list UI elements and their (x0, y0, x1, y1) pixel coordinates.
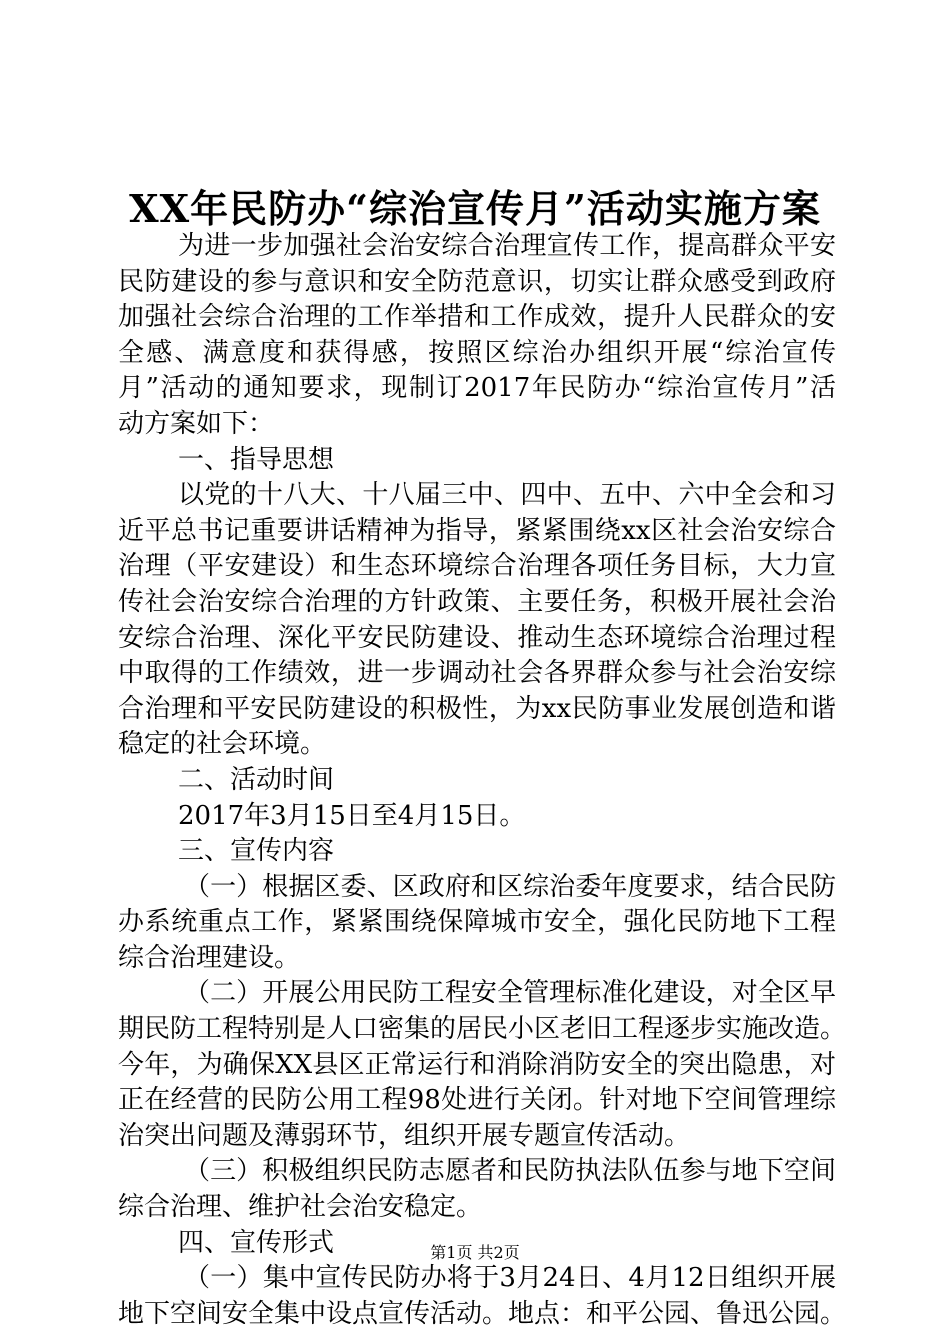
paragraph-line: 安综合治理、深化平安民防建设、推动生态环境综合治理过程 (118, 622, 836, 653)
paragraph-line: 治突出问题及薄弱环节，组织开展专题宣传活动。 (118, 1120, 691, 1151)
paragraph-line: 期民防工程特别是人口密集的居民小区老旧工程逐步实施改造。 (118, 1014, 847, 1045)
paragraph-line: 月”活动的通知要求，现制订2017年民防办“综治宣传月”活 (118, 373, 836, 404)
paragraph-line: 正在经营的民防公用工程98处进行关闭。针对地下空间管理综 (118, 1085, 836, 1116)
paragraph-line: （一）集中宣传民防办将于3月24日、4月12日组织开展 (184, 1263, 836, 1294)
paragraph-line: 综合治理、维护社会治安稳定。 (118, 1192, 483, 1223)
paragraph-line: 地下空间安全集中设点宣传活动。地点：和平公园、鲁迅公园。 (118, 1298, 847, 1329)
paragraph-line: 近平总书记重要讲话精神为指导，紧紧围绕xx区社会治安综合 (118, 515, 836, 546)
paragraph-line: 中取得的工作绩效，进一步调动社会各界群众参与社会治安综 (118, 658, 836, 689)
paragraph-line: 以党的十八大、十八届三中、四中、五中、六中全会和习 (178, 480, 836, 511)
paragraph-line: 民防建设的参与意识和安全防范意识，切实让群众感受到政府 (118, 266, 836, 297)
paragraph-line: 传社会治安综合治理的方针政策、主要任务，积极开展社会治 (118, 586, 836, 617)
paragraph-line: 今年，为确保XX县区正常运行和消除消防安全的突出隐患，对 (118, 1049, 836, 1080)
paragraph-line: （一）根据区委、区政府和区综治委年度要求，结合民防 (184, 871, 836, 902)
paragraph-line: 综合治理建设。 (118, 942, 301, 973)
section-heading: 一、指导思想 (178, 444, 335, 475)
section-heading: 二、活动时间 (178, 764, 335, 795)
paragraph-line: 加强社会综合治理的工作举措和工作成效，提升人民群众的安 (118, 302, 836, 333)
section-heading: 三、宣传内容 (178, 836, 335, 867)
paragraph-line: 办系统重点工作，紧紧围绕保障城市安全，强化民防地下工程 (118, 907, 836, 938)
document-title: XX年民防办“综治宣传月”活动实施方案 (129, 186, 821, 231)
paragraph-line: 治理（平安建设）和生态环境综合治理各项任务目标，大力宣 (118, 551, 836, 582)
paragraph-line: （三）积极组织民防志愿者和民防执法队伍参与地下空间 (184, 1156, 836, 1187)
paragraph-line: 全感、满意度和获得感，按照区综治办组织开展“综治宣传 (118, 337, 836, 368)
document-body (118, 229, 847, 1332)
paragraph-line: 稳定的社会环境。 (118, 729, 327, 760)
paragraph-line: 动方案如下： (118, 408, 275, 439)
paragraph-line: 2017年3月15日至4月15日。 (178, 800, 526, 831)
paragraph-line: （二）开展公用民防工程安全管理标准化建设，对全区早 (184, 978, 836, 1009)
paragraph-line: 合治理和平安民防建设的积极性，为xx民防事业发展创造和谐 (118, 693, 836, 724)
section-heading: 四、宣传形式 (178, 1227, 335, 1258)
page-number-footer: 第1页 共2页 (430, 1243, 520, 1262)
paragraph-line: 为进一步加强社会治安综合治理宣传工作，提高群众平安 (178, 231, 836, 261)
